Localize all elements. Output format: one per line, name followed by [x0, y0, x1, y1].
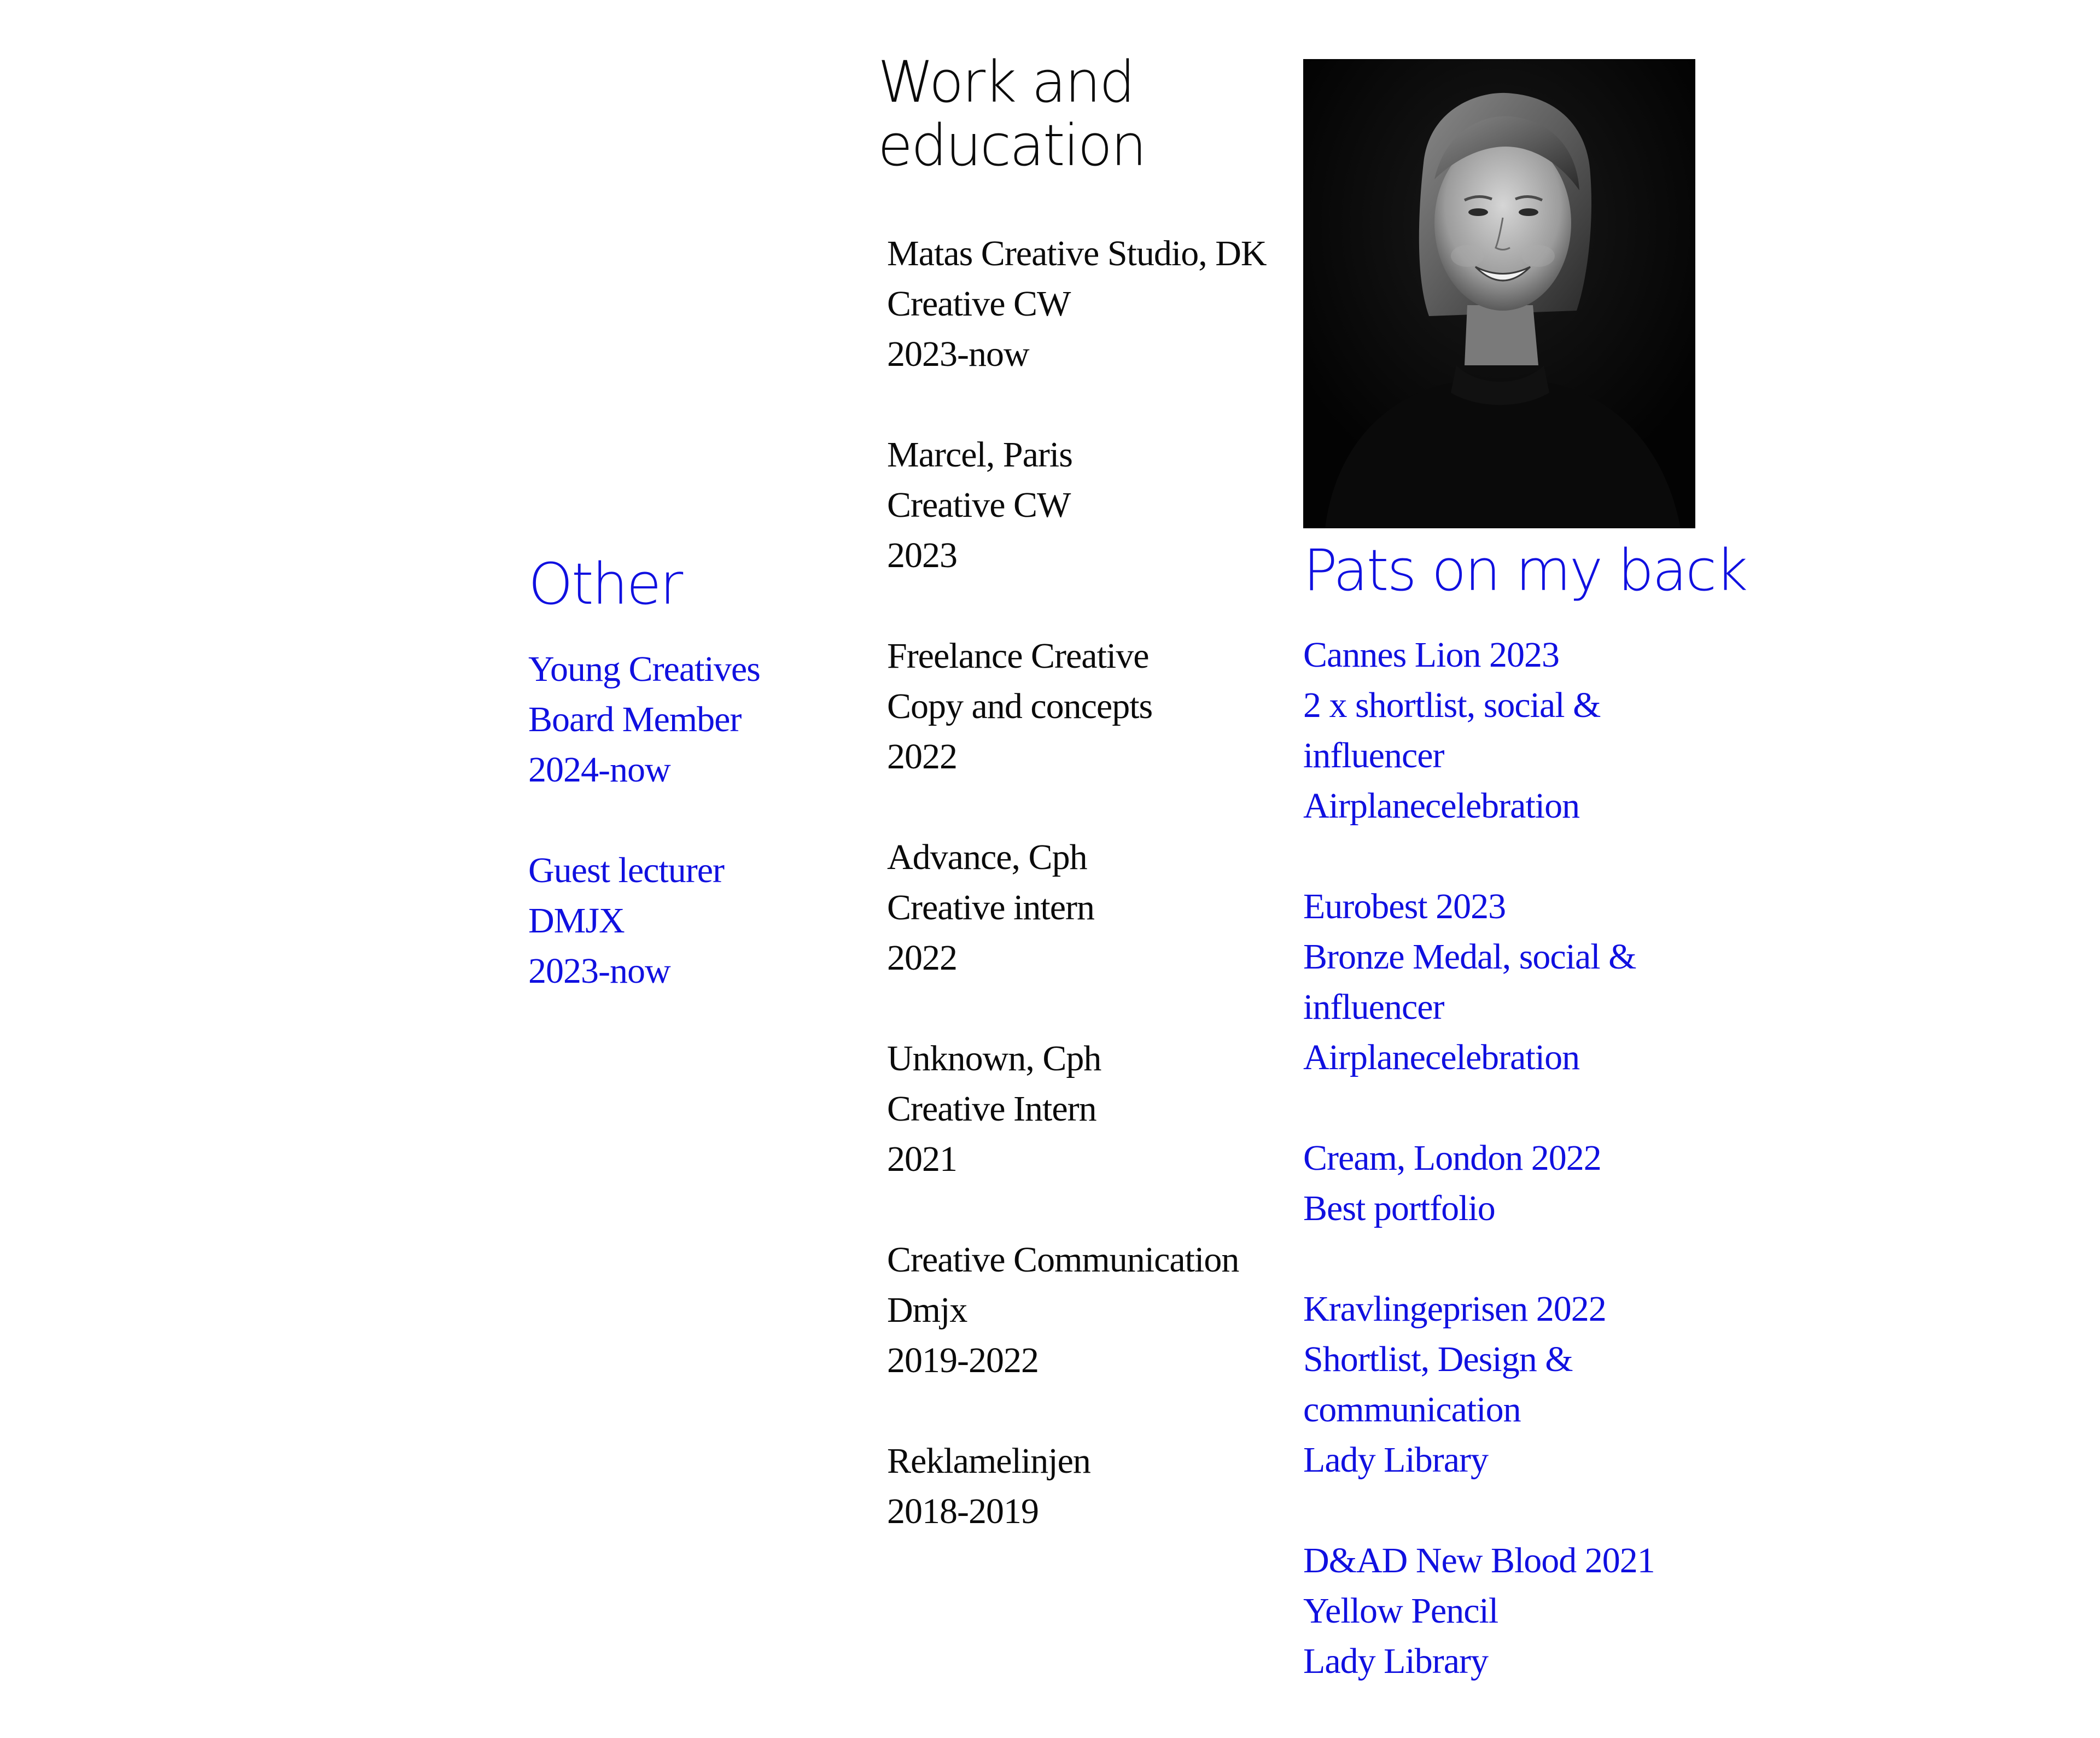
portrait-photo: [1303, 59, 1695, 528]
other-entry: [528, 644, 760, 795]
other-entry-line: Guest lecturer: [528, 850, 724, 890]
work-entry-line: Reklamelinjen: [887, 1441, 1090, 1481]
work-entry-line: 2023-now: [887, 334, 1029, 374]
work-entry: [887, 1235, 1267, 1386]
award-entry-line: Kravlingeprisen 2022: [1303, 1289, 1606, 1329]
award-entry-line: Yellow Pencil: [1303, 1591, 1498, 1631]
other-entry-line: Young Creatives: [528, 649, 760, 689]
work-entry-line: Freelance Creative: [887, 636, 1149, 676]
work-entry-line: Advance, Cph: [887, 837, 1087, 877]
award-entry-line: Best portfolio: [1303, 1188, 1495, 1228]
work-education-heading: [878, 50, 1145, 177]
award-entry: [1303, 1133, 1655, 1234]
awards-list: [1303, 630, 1655, 1687]
award-entry-line: D&AD New Blood 2021: [1303, 1541, 1655, 1580]
award-entry-line: influencer: [1303, 987, 1444, 1027]
work-entry-line: 2022: [887, 737, 957, 777]
award-entry: [1303, 630, 1655, 831]
work-entry: [887, 229, 1267, 380]
pats-heading: Pats on my back: [1303, 537, 1747, 604]
award-entry-line: Eurobest 2023: [1303, 887, 1506, 926]
other-entry-line: Board Member: [528, 699, 742, 739]
work-entry-line: Marcel, Paris: [887, 435, 1072, 475]
award-entry-line: Airplanecelebration: [1303, 1037, 1580, 1077]
work-entry-line: Copy and concepts: [887, 686, 1153, 726]
other-list: [528, 644, 760, 996]
other-entry-line: DMJX: [528, 901, 625, 941]
work-heading-line-1: Work and: [878, 49, 1134, 115]
work-entry-line: 2022: [887, 938, 957, 978]
award-entry-line: Cannes Lion 2023: [1303, 635, 1559, 675]
work-entry-line: Creative intern: [887, 888, 1095, 928]
work-entry-line: 2018-2019: [887, 1491, 1039, 1531]
work-entry-line: Creative Intern: [887, 1089, 1096, 1129]
work-entry: [887, 631, 1267, 782]
work-entry-line: Unknown, Cph: [887, 1039, 1101, 1078]
award-entry-line: Lady Library: [1303, 1440, 1489, 1480]
work-entry-line: Creative CW: [887, 284, 1071, 324]
work-entry-line: Creative Communication: [887, 1240, 1239, 1280]
work-entry-line: 2023: [887, 535, 957, 575]
work-list: [887, 229, 1267, 1537]
work-entry: [887, 832, 1267, 983]
award-entry: [1303, 882, 1655, 1083]
award-entry-line: Lady Library: [1303, 1641, 1489, 1681]
other-entry-line: 2023-now: [528, 951, 670, 991]
award-entry: [1303, 1284, 1655, 1485]
work-entry-line: Creative CW: [887, 485, 1071, 525]
other-heading: Other: [528, 551, 682, 617]
work-entry-line: Dmjx: [887, 1290, 967, 1330]
work-heading-line-2: education: [878, 112, 1146, 179]
award-entry-line: Cream, London 2022: [1303, 1138, 1601, 1178]
award-entry-line: influencer: [1303, 736, 1444, 775]
work-entry-line: Matas Creative Studio, DK: [887, 234, 1267, 273]
award-entry-line: Airplanecelebration: [1303, 786, 1580, 826]
award-entry: [1303, 1536, 1655, 1687]
other-entry: [528, 845, 760, 996]
award-entry-line: Shortlist, Design &: [1303, 1339, 1573, 1379]
other-entry-line: 2024-now: [528, 750, 670, 790]
portrait-photo-icon: [1303, 59, 1695, 528]
work-entry: [887, 430, 1267, 581]
award-entry-line: Bronze Medal, social &: [1303, 937, 1636, 977]
award-entry-line: communication: [1303, 1390, 1521, 1430]
award-entry-line: 2 x shortlist, social &: [1303, 685, 1601, 725]
work-entry: [887, 1436, 1267, 1537]
work-entry-line: 2021: [887, 1139, 957, 1179]
work-entry: [887, 1034, 1267, 1185]
work-entry-line: 2019-2022: [887, 1340, 1039, 1380]
